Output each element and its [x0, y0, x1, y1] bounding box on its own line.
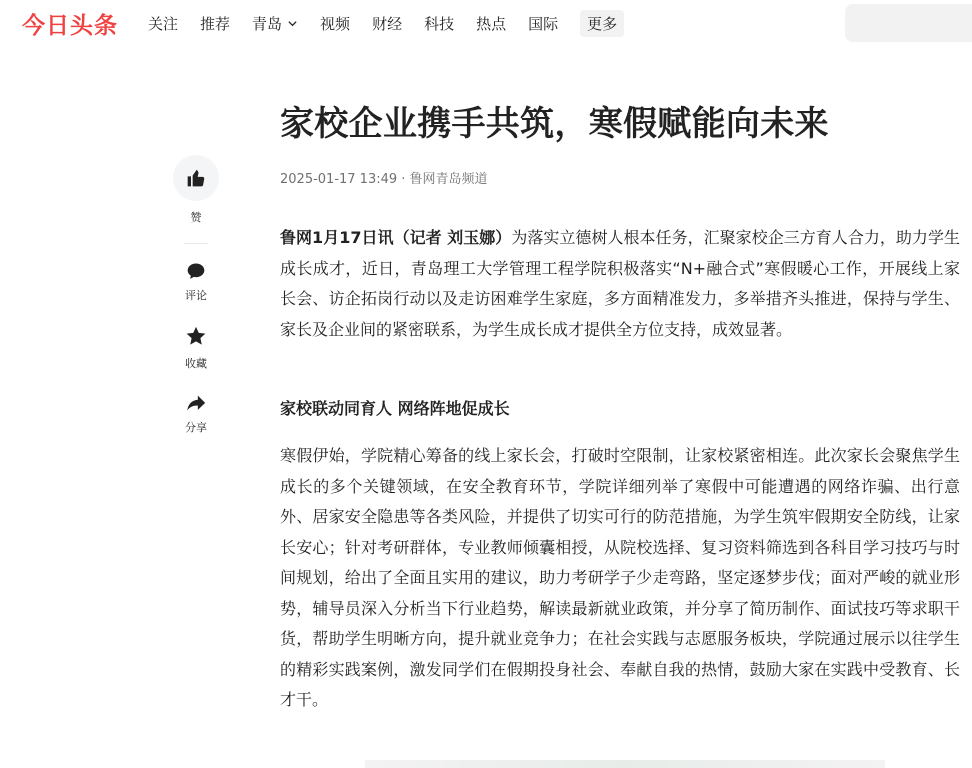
nav-item-recommend[interactable]: 推荐	[200, 14, 231, 33]
nav-more-button[interactable]: 更多	[580, 10, 624, 37]
comment-button[interactable]	[184, 259, 208, 283]
star-icon	[185, 325, 207, 347]
like-button[interactable]	[173, 155, 219, 201]
chevron-down-icon	[287, 18, 298, 29]
share-label: 分享	[185, 421, 207, 434]
favorite-button[interactable]	[184, 324, 208, 348]
section-heading: 家校联动同育人 网络阵地促成长	[280, 399, 510, 418]
like-label: 赞	[190, 211, 202, 224]
share-arrow-icon	[185, 392, 207, 414]
nav-item-video[interactable]: 视频	[320, 14, 351, 33]
thumbs-up-icon	[186, 168, 206, 188]
body-paragraph: 寒假伊始，学院精心筹备的线上家长会，打破时空限制，让家校紧密相连。此次家长会聚焦学生成长的多个关键领域，在安全教育环节，学院详细列举了寒假中可能遭遇的网络诈骗、出行意外、居家安全隐患等各类风险，并提供了切实可行的防范措施，为学生筑牢假期安全防线，让家长安心；针对考研群体，专业教师倾囊相授，从院校选择、复习资料筛选到各科目学习技巧与时间规划，给出了全面且实用的建议，助力考研学子少走弯路，坚定逐梦步伐；面对严峻的就业形势，辅导员深入分析当下行业趋势，解读最新就业政策，并分享了简历制作、面试技巧等求职干货，帮助学生明晰方向，提升就业竞争力；在社会实践与志愿服务板块，学院通过展示以往学生的精彩实践案例，激发同学们在假期投身社会、奉献自我的热情，鼓励大家在实践中受教育、长才干。	[280, 446, 960, 709]
share-button[interactable]	[184, 391, 208, 415]
channel-nav	[148, 0, 624, 46]
article-title: 家校企业携手共筑，寒假赋能向未来	[280, 104, 829, 144]
article-meta: 2025-01-17 13:49 · 鲁网青岛频道	[280, 172, 488, 187]
rail-divider	[184, 243, 208, 244]
nav-item-international[interactable]: 国际	[528, 14, 559, 33]
lead-paragraph	[280, 223, 960, 345]
article-image	[365, 760, 885, 768]
favorite-label: 收藏	[185, 357, 207, 370]
lead-byline: 鲁网1月17日讯（记者 刘玉娜）	[280, 228, 512, 247]
nav-item-tech[interactable]: 科技	[424, 14, 455, 33]
comment-label: 评论	[185, 289, 207, 302]
lead-text: 为落实立德树人根本任务，汇聚家校企三方育人合力，助力学生成长成才，近日，青岛理工大学管理工程学院积极落实“N+融合式”寒假暖心工作，开展线上家长会、访企拓岗行动以及走访困难学生家庭，多方面精准发力，多举措齐头推进，保持与学生、家长及企业间的紧密联系，为学生成长成才提供全方位支持，成效显著。	[280, 228, 960, 339]
search-input[interactable]	[845, 4, 972, 42]
comment-icon	[186, 261, 206, 281]
nav-item-qingdao[interactable]	[252, 13, 298, 34]
nav-item-qingdao-label: 青岛	[252, 14, 283, 33]
nav-item-following[interactable]: 关注	[148, 14, 179, 33]
nav-item-finance[interactable]: 财经	[372, 14, 403, 33]
site-logo[interactable]: 今日头条	[22, 13, 118, 39]
top-navigation-bar	[0, 0, 972, 46]
nav-item-hot[interactable]: 热点	[476, 14, 507, 33]
